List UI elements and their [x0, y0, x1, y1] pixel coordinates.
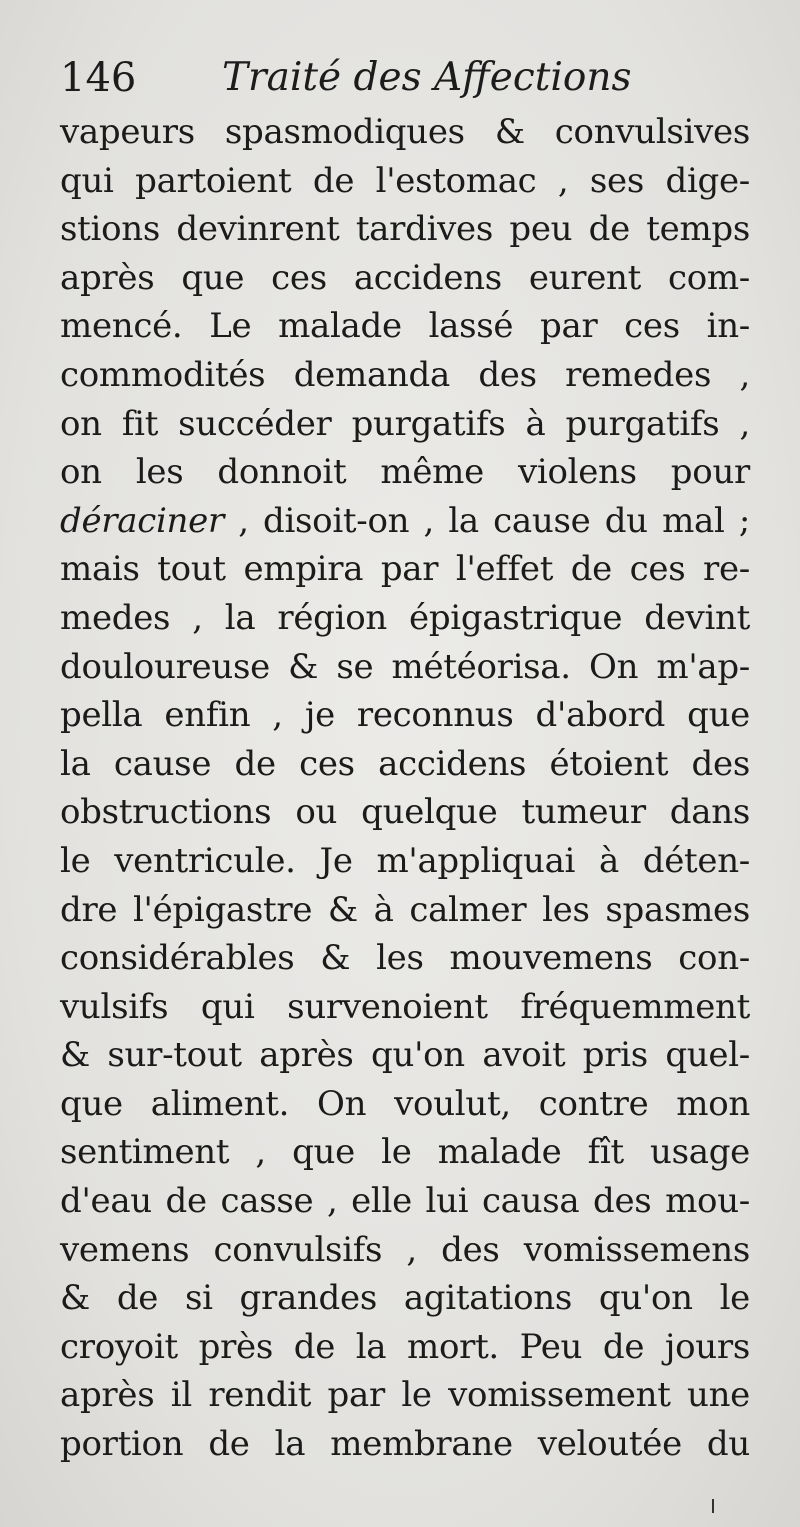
text-line: d'eau de casse , elle lui causa des mou- [60, 1181, 750, 1222]
text-line: le ventricule. Je m'appliquai à déten- [60, 840, 750, 881]
text-line: pella enfin , je reconnus d'abord que [60, 695, 750, 736]
body-text [60, 108, 750, 1469]
text-line: qui partoient de l'estomac , ses dige- [60, 160, 750, 201]
text-line: croyoit près de la mort. Peu de jours [60, 1326, 750, 1367]
text-line: stions devinrent tardives peu de temps [60, 209, 750, 250]
text-line: après que ces accidens eurent com- [60, 257, 750, 298]
text-line: & de si grandes agitations qu'on le [60, 1278, 750, 1319]
text-line: mais tout empira par l'effet de ces re- [60, 549, 750, 590]
italic-word: déraciner [60, 500, 224, 541]
text-line: douloureuse & se météorisa. On m'ap- [60, 646, 750, 687]
text-line-rest: , disoit-on , la cause du mal ; [223, 500, 750, 541]
text-line: portion de la membrane veloutée du [60, 1424, 750, 1465]
text-line: considérables & les mouvemens con- [60, 938, 750, 979]
text-line: vemens convulsifs , des vomissemens [60, 1229, 750, 1270]
text-line: commodités demanda des remedes , [60, 354, 750, 395]
ink-speck [712, 1499, 714, 1513]
text-line: & sur-tout après qu'on avoit pris quel- [60, 1035, 750, 1076]
text-line-with-italic [60, 497, 750, 546]
text-line: sentiment , que le malade fît usage [60, 1132, 750, 1173]
text-line: obstructions ou quelque tumeur dans [60, 792, 750, 833]
text-line: vulsifs qui survenoient fréquemment [60, 986, 750, 1027]
running-title: Traité des Affections [222, 55, 632, 100]
text-line: medes , la région épigastrique devint [60, 597, 750, 638]
text-line: mencé. Le malade lassé par ces in- [60, 306, 750, 347]
text-line: vapeurs spasmodiques & convulsives [60, 112, 750, 152]
text-line: dre l'épigastre & à calmer les spasmes [60, 889, 750, 930]
page-number: 146 [60, 55, 137, 101]
text-line: on fit succéder purgatifs à purgatifs , [60, 403, 750, 444]
page-header [60, 48, 750, 104]
text-line: la cause de ces accidens étoient des [60, 743, 750, 784]
text-line: après il rendit par le vomissement une [60, 1375, 750, 1416]
text-line: on les donnoit même violens pour [60, 452, 750, 493]
text-line: que aliment. On voulut, contre mon [60, 1083, 750, 1124]
